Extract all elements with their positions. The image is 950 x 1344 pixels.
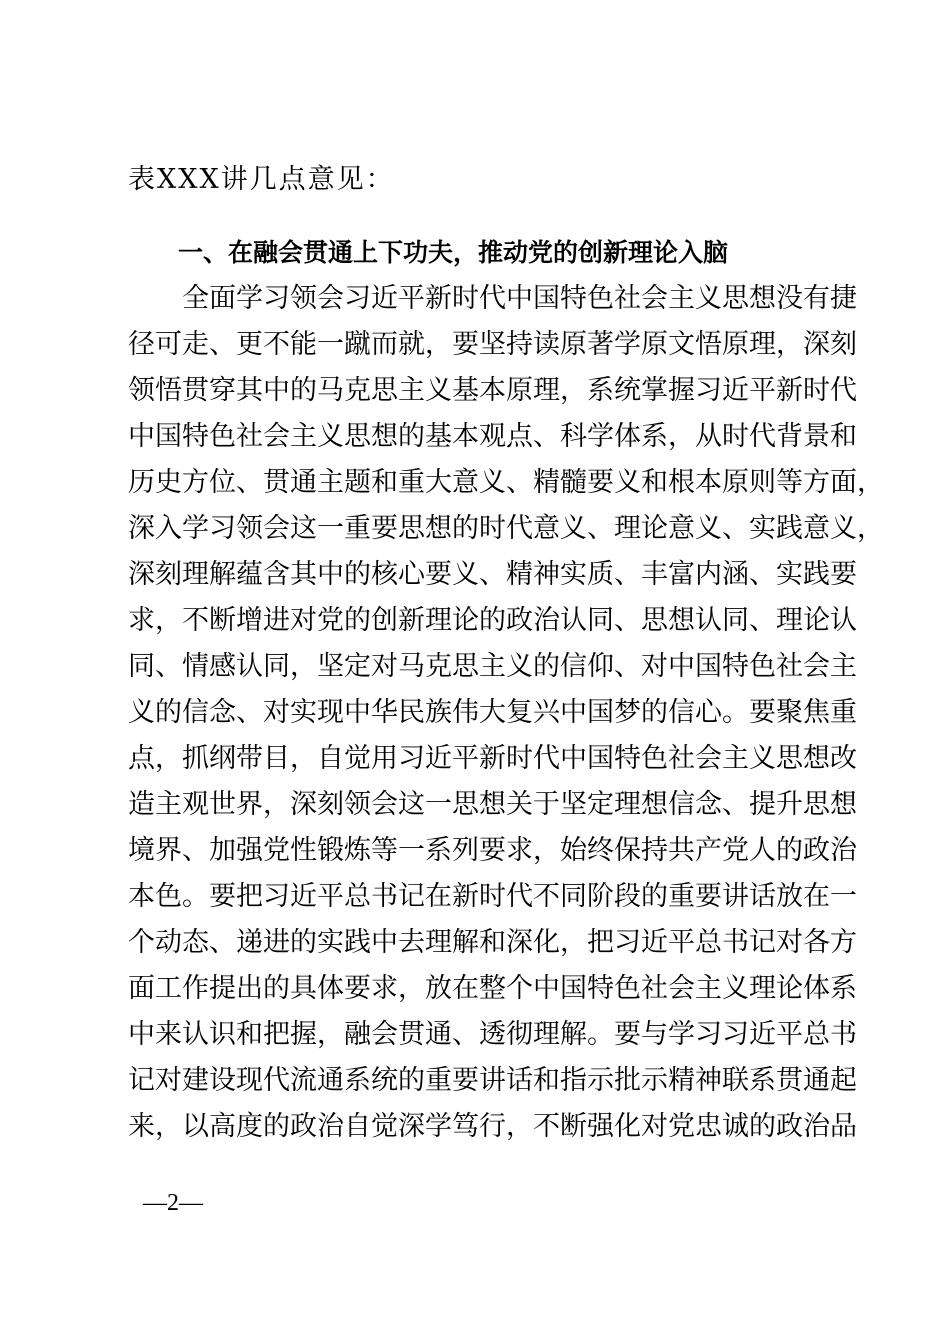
body-line: 深刻理解蕴含其中的核心要义、精神实质、丰富内涵、实践要	[128, 559, 857, 590]
body-line: 来，以高度的政治自觉深学笃行，不断强化对党忠诚的政治品	[128, 1111, 857, 1142]
body-line: 径可走、更不能一蹴而就，要坚持读原著学原文悟原理，深刻	[128, 329, 857, 360]
body-line: 点，抓纲带目，自觉用习近平新时代中国特色社会主义思想改	[128, 743, 857, 774]
section-heading: 一、在融会贯通上下功夫，推动党的创新理论入脑	[178, 238, 729, 267]
body-line: 义的信念、对实现中华民族伟大复兴中国梦的信心。要聚焦重	[128, 697, 857, 728]
body-line: 求，不断增进对党的创新理论的政治认同、思想认同、理论认	[128, 605, 857, 636]
body-line: 记对建设现代流通系统的重要讲话和指示批示精神联系贯通起	[128, 1065, 857, 1096]
body-line: 造主观世界，深刻领会这一思想关于坚定理想信念、提升思想	[128, 789, 857, 820]
body-line: 面工作提出的具体要求，放在整个中国特色社会主义理论体系	[128, 973, 857, 1004]
body-line: 中国特色社会主义思想的基本观点、科学体系，从时代背景和	[128, 421, 857, 452]
body-line: 境界、加强党性锻炼等一系列要求，始终保持共产党人的政治	[128, 835, 857, 866]
intro-line: 表XXX讲几点意见：	[128, 164, 395, 195]
body-line: 同、情感认同，坚定对马克思主义的信仰、对中国特色社会主	[128, 651, 857, 682]
body-line: 全面学习领会习近平新时代中国特色社会主义思想没有捷	[128, 283, 857, 314]
body-line: 本色。要把习近平总书记在新时代不同阶段的重要讲话放在一	[128, 881, 857, 912]
body-line: 历史方位、贯通主题和重大意义、精髓要义和根本原则等方面，	[128, 467, 884, 498]
body-line: 个动态、递进的实践中去理解和深化，把习近平总书记对各方	[128, 927, 857, 958]
body-line: 深入学习领会这一重要思想的时代意义、理论意义、实践意义，	[128, 513, 884, 544]
page-number: —2—	[143, 1190, 203, 1216]
body-line: 领悟贯穿其中的马克思主义基本原理，系统掌握习近平新时代	[128, 375, 857, 406]
body-line: 中来认识和把握，融会贯通、透彻理解。要与学习习近平总书	[128, 1019, 857, 1050]
